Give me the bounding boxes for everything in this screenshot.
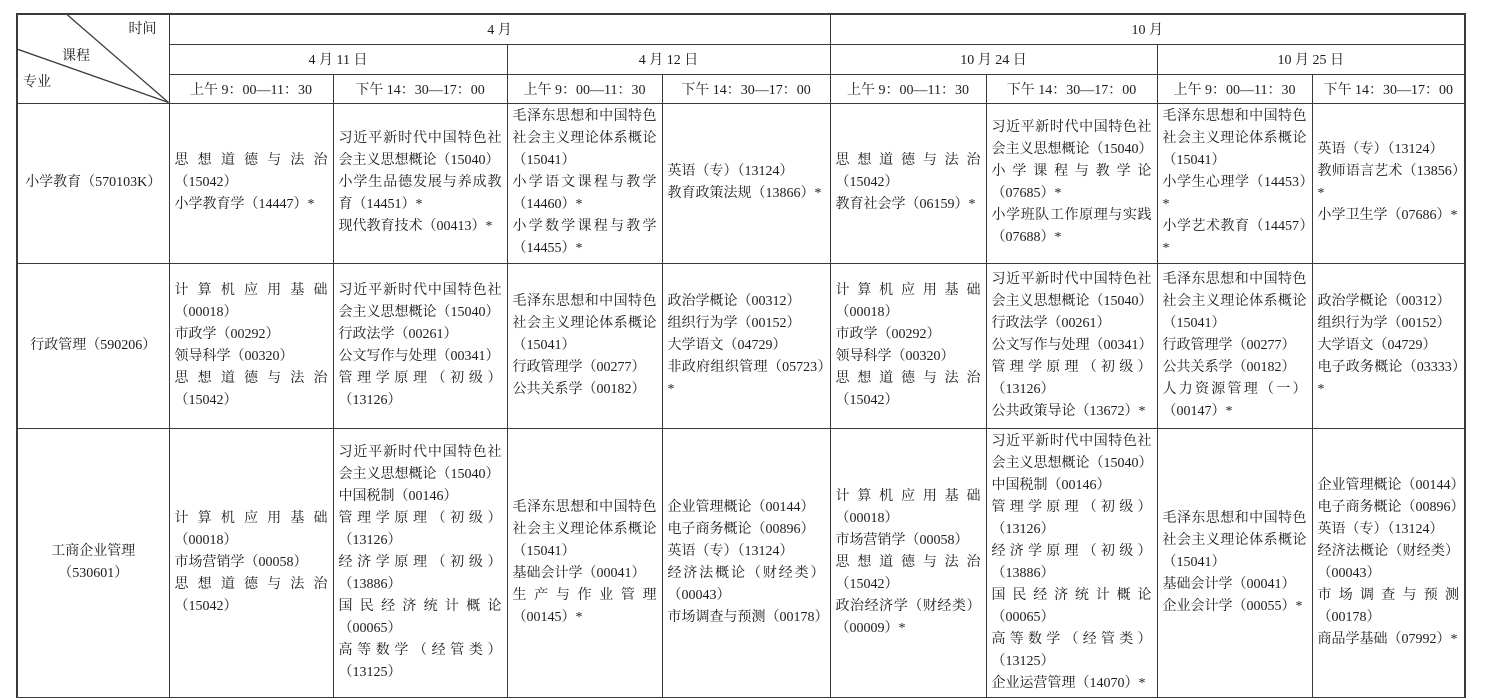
course-item: 小学卫生学（07686）* (1317, 208, 1458, 223)
course-item: 毛泽东思想和中国特色社会主义理论体系概论（15041） (512, 293, 657, 353)
course-item: 领导科学（00320） (174, 348, 294, 364)
schedule-cell (1312, 103, 1465, 263)
course-item: 小学语文课程与教学（14460）* (512, 175, 657, 212)
course-item: 电子商务概论（00896） (667, 521, 815, 537)
schedule-cell (333, 263, 507, 428)
course-item: 市场营销学（00058） (835, 532, 969, 548)
session-header-afternoon: 下午 14：30—17：00 (662, 74, 830, 103)
session-header-morning: 上午 9：00—11：30 (507, 74, 662, 103)
course-item: 现代教育技术（00413）* (338, 219, 493, 234)
course-item: 企业会计学（00055）* (1162, 598, 1303, 614)
course-item: 经济法概论（财经类）（00043） (1317, 543, 1459, 581)
course-item: 基础会计学（00041） (512, 565, 646, 581)
schedule-body (17, 103, 1465, 698)
course-item: 教育政策法规（13866）* (667, 186, 822, 201)
course-item: 行政法学（00261） (338, 326, 458, 342)
course-item: 大学语文（04729） (667, 337, 787, 353)
day-header-row (17, 44, 1465, 74)
course-item: 政治学概论（00312） (667, 293, 801, 309)
day-header-october-24: 10 月 24 日 (830, 44, 1157, 74)
course-item: 组织行为学（00152） (1317, 315, 1451, 331)
major-cell: 小学教育（570103K） (17, 103, 169, 263)
month-header-row (17, 14, 1465, 44)
course-item: 毛泽东思想和中国特色社会主义理论体系概论（15041） (512, 109, 657, 168)
major-cell: 工商企业管理（530601） (17, 428, 169, 698)
course-item: 毛泽东思想和中国特色社会主义理论体系概论（15041） (1162, 510, 1307, 570)
course-item: 毛泽东思想和中国特色社会主义理论体系概论（15041） (1162, 271, 1307, 331)
course-item: 小学生心理学（14453）* (1162, 175, 1307, 212)
day-header-october-25: 10 月 25 日 (1157, 44, 1465, 74)
course-item: 英语（专）（13124） (667, 164, 794, 179)
schedule-cell (333, 103, 507, 263)
course-item: 市场调查与预测（00178） (667, 609, 829, 625)
course-item: 中国税制（00146） (991, 477, 1111, 493)
schedule-cell (1157, 103, 1312, 263)
schedule-cell (662, 428, 830, 698)
course-item: 市场营销学（00058） (174, 554, 308, 570)
course-item: 英语（专）（13124） (667, 543, 794, 559)
schedule-cell (830, 103, 986, 263)
course-item: 非政府组织管理（05723）* (667, 359, 825, 397)
schedule-cell (986, 428, 1157, 698)
month-header-october: 10 月 (830, 14, 1465, 44)
course-item: 管理学原理（初级）（13126） (991, 359, 1152, 397)
course-item: 小学生品德发展与养成教育（14451）* (338, 175, 502, 212)
course-item: 组织行为学（00152） (667, 315, 801, 331)
major-row (17, 103, 1465, 263)
session-header-morning: 上午 9：00—11：30 (830, 74, 986, 103)
schedule-cell (1312, 428, 1465, 698)
course-item: 高等数学（经管类）（13125） (991, 631, 1152, 669)
schedule-cell (507, 103, 662, 263)
schedule-cell (169, 103, 333, 263)
course-item: 小学艺术教育（14457）* (1162, 219, 1307, 256)
course-item: 计算机应用基础（00018） (174, 282, 328, 320)
course-item: 公共关系学（00182） (512, 381, 646, 397)
course-item: 计算机应用基础（00018） (835, 488, 981, 526)
course-item: 英语（专）（13124） (1317, 521, 1444, 537)
course-item: 大学语文（04729） (1317, 337, 1437, 353)
session-header-morning: 上午 9：00—11：30 (169, 74, 333, 103)
course-item: 市场调查与预测（00178） (1317, 587, 1459, 625)
course-item: 政治经济学（财经类）（00009）* (835, 598, 981, 636)
course-item: 思想道德与法治（15042） (174, 370, 328, 408)
course-item: 毛泽东思想和中国特色社会主义理论体系概论（15041） (1162, 109, 1307, 168)
session-header-morning: 上午 9：00—11：30 (1157, 74, 1312, 103)
schedule-cell (1312, 263, 1465, 428)
schedule-cell (507, 428, 662, 698)
course-item: 市政学（00292） (174, 326, 280, 342)
schedule-cell (169, 428, 333, 698)
course-item: 思想道德与法治（15042） (835, 554, 981, 592)
course-item: 经济学原理（初级）（13886） (991, 543, 1152, 581)
schedule-cell (1157, 263, 1312, 428)
day-header-april-12: 4 月 12 日 (507, 44, 830, 74)
corner-time-label: 时间 (128, 22, 157, 37)
course-item: 习近平新时代中国特色社会主义思想概论（15040） (338, 282, 502, 320)
course-item: 毛泽东思想和中国特色社会主义理论体系概论（15041） (512, 499, 657, 559)
course-item: 领导科学（00320） (835, 348, 955, 364)
course-item: 经济法概论（财经类）（00043） (667, 565, 825, 603)
course-item: 公共关系学（00182） (1162, 359, 1296, 375)
schedule-cell (507, 263, 662, 428)
course-item: 小学班队工作原理与实践（07688）* (991, 208, 1152, 245)
course-item: 习近平新时代中国特色社会主义思想概论（15040） (991, 433, 1153, 471)
course-item: 行政法学（00261） (991, 315, 1111, 331)
day-header-april-11: 4 月 11 日 (169, 44, 507, 74)
course-item: 小学数学课程与教学（14455）* (512, 219, 657, 256)
course-item: 国民经济统计概论（00065） (991, 587, 1152, 625)
corner-major-label: 专业 (23, 75, 51, 90)
schedule-cell (662, 103, 830, 263)
schedule-cell (986, 263, 1157, 428)
course-item: 教师语言艺术（13856）* (1317, 164, 1459, 201)
course-item: 小学教育学（14447）* (174, 197, 315, 212)
schedule-cell (169, 263, 333, 428)
course-item: 企业管理概论（00144） (1317, 477, 1465, 493)
course-item: 思想道德与法治（15042） (835, 153, 981, 190)
course-item: 中国税制（00146） (338, 488, 458, 504)
course-item: 思想道德与法治（15042） (174, 576, 328, 614)
course-item: 习近平新时代中国特色社会主义思想概论（15040） (338, 444, 502, 482)
major-row (17, 428, 1465, 698)
session-header-afternoon: 下午 14：30—17：00 (1312, 74, 1465, 103)
schedule-cell (1157, 428, 1312, 698)
course-item: 政治学概论（00312） (1317, 293, 1451, 309)
schedule-cell (830, 263, 986, 428)
session-header-afternoon: 下午 14：30—17：00 (986, 74, 1157, 103)
course-item: 思想道德与法治（15042） (174, 153, 328, 190)
major-cell: 行政管理（590206） (17, 263, 169, 428)
course-item: 习近平新时代中国特色社会主义思想概论（15040） (991, 271, 1153, 309)
course-item: 生产与作业管理（00145）* (512, 587, 657, 625)
course-item: 计算机应用基础（00018） (174, 510, 328, 548)
course-item: 经济学原理（初级）（13886） (338, 554, 502, 592)
course-item: 教育社会学（06159）* (835, 197, 976, 212)
major-row (17, 263, 1465, 428)
course-item: 高等数学（经管类）（13125） (338, 642, 502, 680)
course-item: 行政管理学（00277） (512, 359, 646, 375)
course-item: 管理学原理（初级）（13126） (338, 510, 502, 548)
course-item: 企业运营管理（14070）* (991, 675, 1146, 691)
schedule-cell (333, 428, 507, 698)
course-item: 小学课程与教学论（07685）* (991, 164, 1152, 201)
schedule-cell (662, 263, 830, 428)
exam-schedule-table (16, 13, 1466, 698)
course-item: 公文写作与处理（00341） (991, 337, 1153, 353)
course-item: 行政管理学（00277） (1162, 337, 1296, 353)
course-item: 公文写作与处理（00341） (338, 348, 500, 364)
course-item: 国民经济统计概论（00065） (338, 598, 502, 636)
corner-course-label: 课程 (62, 49, 90, 64)
course-item: 习近平新时代中国特色社会主义思想概论（15040） (338, 131, 502, 168)
course-item: 电子商务概论（00896） (1317, 499, 1465, 515)
course-item: 企业管理概论（00144） (667, 499, 815, 515)
course-item: 市政学（00292） (835, 326, 941, 342)
corner-cell (17, 14, 169, 103)
course-item: 思想道德与法治（15042） (835, 370, 981, 408)
course-item: 管理学原理（初级）（13126） (991, 499, 1152, 537)
course-item: 商品学基础（07992）* (1317, 631, 1458, 647)
course-item: 人力资源管理（一）（00147）* (1162, 381, 1307, 419)
month-header-april: 4 月 (169, 14, 830, 44)
session-header-afternoon: 下午 14：30—17：00 (333, 74, 507, 103)
course-item: 公共政策导论（13672）* (991, 403, 1146, 419)
course-item: 计算机应用基础（00018） (835, 282, 981, 320)
course-item: 基础会计学（00041） (1162, 576, 1296, 592)
session-header-row (17, 74, 1465, 103)
course-item: 管理学原理（初级）（13126） (338, 370, 502, 408)
schedule-cell (986, 103, 1157, 263)
schedule-cell (830, 428, 986, 698)
course-item: 电子政务概论（03333）* (1317, 359, 1459, 397)
course-item: 习近平新时代中国特色社会主义思想概论（15040） (991, 120, 1153, 157)
course-item: 英语（专）（13124） (1317, 142, 1444, 157)
